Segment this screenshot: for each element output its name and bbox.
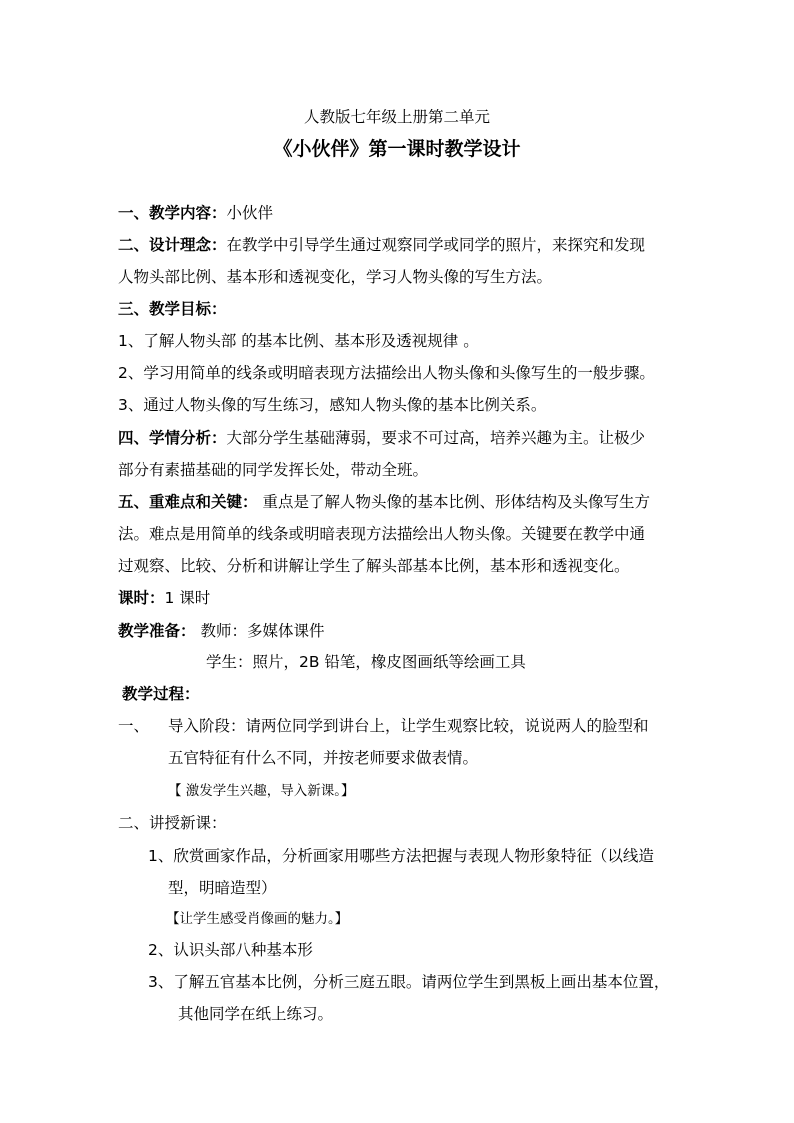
process-sub1-text-2: 型，明暗造型） xyxy=(168,879,277,897)
section-keypoints-label: 五、重难点和关键： xyxy=(118,493,258,511)
section-goals-label: 三、教学目标： xyxy=(118,300,227,318)
process-sub1-note: 【让学生感受肖像画的魅力。】 xyxy=(166,911,349,927)
process-step1-number: 一、 xyxy=(118,717,150,735)
process-sub2-text: 2、认识头部八种基本形 xyxy=(148,941,313,959)
section-hours xyxy=(118,588,210,608)
section-keypoints-text-1: 重点是了解人物头像的基本比例、形体结构及头像写生方 xyxy=(257,493,650,511)
goal-item: 1、了解人物头部 的基本比例、基本形及透视规律 。 xyxy=(118,332,479,350)
document-subtitle: 人教版七年级上册第二单元 xyxy=(303,108,490,126)
section-analysis-text-2: 部分有素描基础的同学发挥长处，带动全班。 xyxy=(118,461,429,479)
section-prep-label: 教学准备： xyxy=(118,622,196,640)
process-step1-note: 【 激发学生兴趣，导入新课。】 xyxy=(168,783,355,799)
section-prep xyxy=(118,621,324,641)
process-step1-text-1: 导入阶段：请两位同学到讲台上，让学生观察比较，说说两人的脸型和 xyxy=(168,717,649,735)
goal-item: 3、通过人物头像的写生练习，感知人物头像的基本比例关系。 xyxy=(118,396,547,414)
section-content-text: 小伙伴 xyxy=(226,204,274,222)
goal-item: 2、学习用简单的线条或明暗表现方法描绘出人物头像和头像写生的一般步骤。 xyxy=(118,364,655,382)
section-hours-text: 1 课时 xyxy=(164,589,211,607)
process-sub1-text-1: 1、欣赏画家作品，分析画家用哪些方法把握与表现人物形象特征（以线造 xyxy=(148,847,654,865)
section-concept xyxy=(118,235,645,255)
section-keypoints-text-3: 过观察、比较、分析和讲解让学生了解头部基本比例，基本形和透视变化。 xyxy=(118,557,630,575)
section-content xyxy=(118,203,273,223)
section-analysis-label: 四、学情分析： xyxy=(118,429,227,447)
process-sub3-text-2: 其他同学在纸上练习。 xyxy=(178,1005,334,1023)
section-analysis xyxy=(118,428,645,448)
section-concept-text-1: 在教学中引导学生通过观察同学或同学的照片，来探究和发现 xyxy=(226,236,646,254)
section-content-label: 一、教学内容： xyxy=(118,204,227,222)
section-hours-label: 课时： xyxy=(118,589,165,607)
section-concept-label: 二、设计理念： xyxy=(118,236,227,254)
section-prep-teacher: 教师：多媒体课件 xyxy=(200,622,325,640)
process-step1-text-2: 五官特征有什么不同，并按老师要求做表情。 xyxy=(168,749,479,767)
section-process-label: 教学过程： xyxy=(122,685,200,703)
section-keypoints-text-2: 法。难点是用简单的线条或明暗表现方法描绘出人物头像。关键要在教学中通 xyxy=(118,525,646,543)
process-step2-title: 二、讲授新课： xyxy=(118,814,227,832)
process-sub3-text-1: 3、了解五官基本比例，分析三庭五眼。请两位学生到黑板上画出基本位置， xyxy=(148,973,670,991)
document-title: 《小伙伴》第一课时教学设计 xyxy=(273,138,521,160)
section-keypoints xyxy=(118,492,650,512)
section-concept-text-2: 人物头部比例、基本形和透视变化，学习人物头像的写生方法。 xyxy=(118,268,553,286)
section-prep-student: 学生：照片，2B 铅笔，橡皮图画纸等绘画工具 xyxy=(206,653,526,671)
section-analysis-text-1: 大部分学生基础薄弱，要求不可过高，培养兴趣为主。让极少 xyxy=(226,429,646,447)
